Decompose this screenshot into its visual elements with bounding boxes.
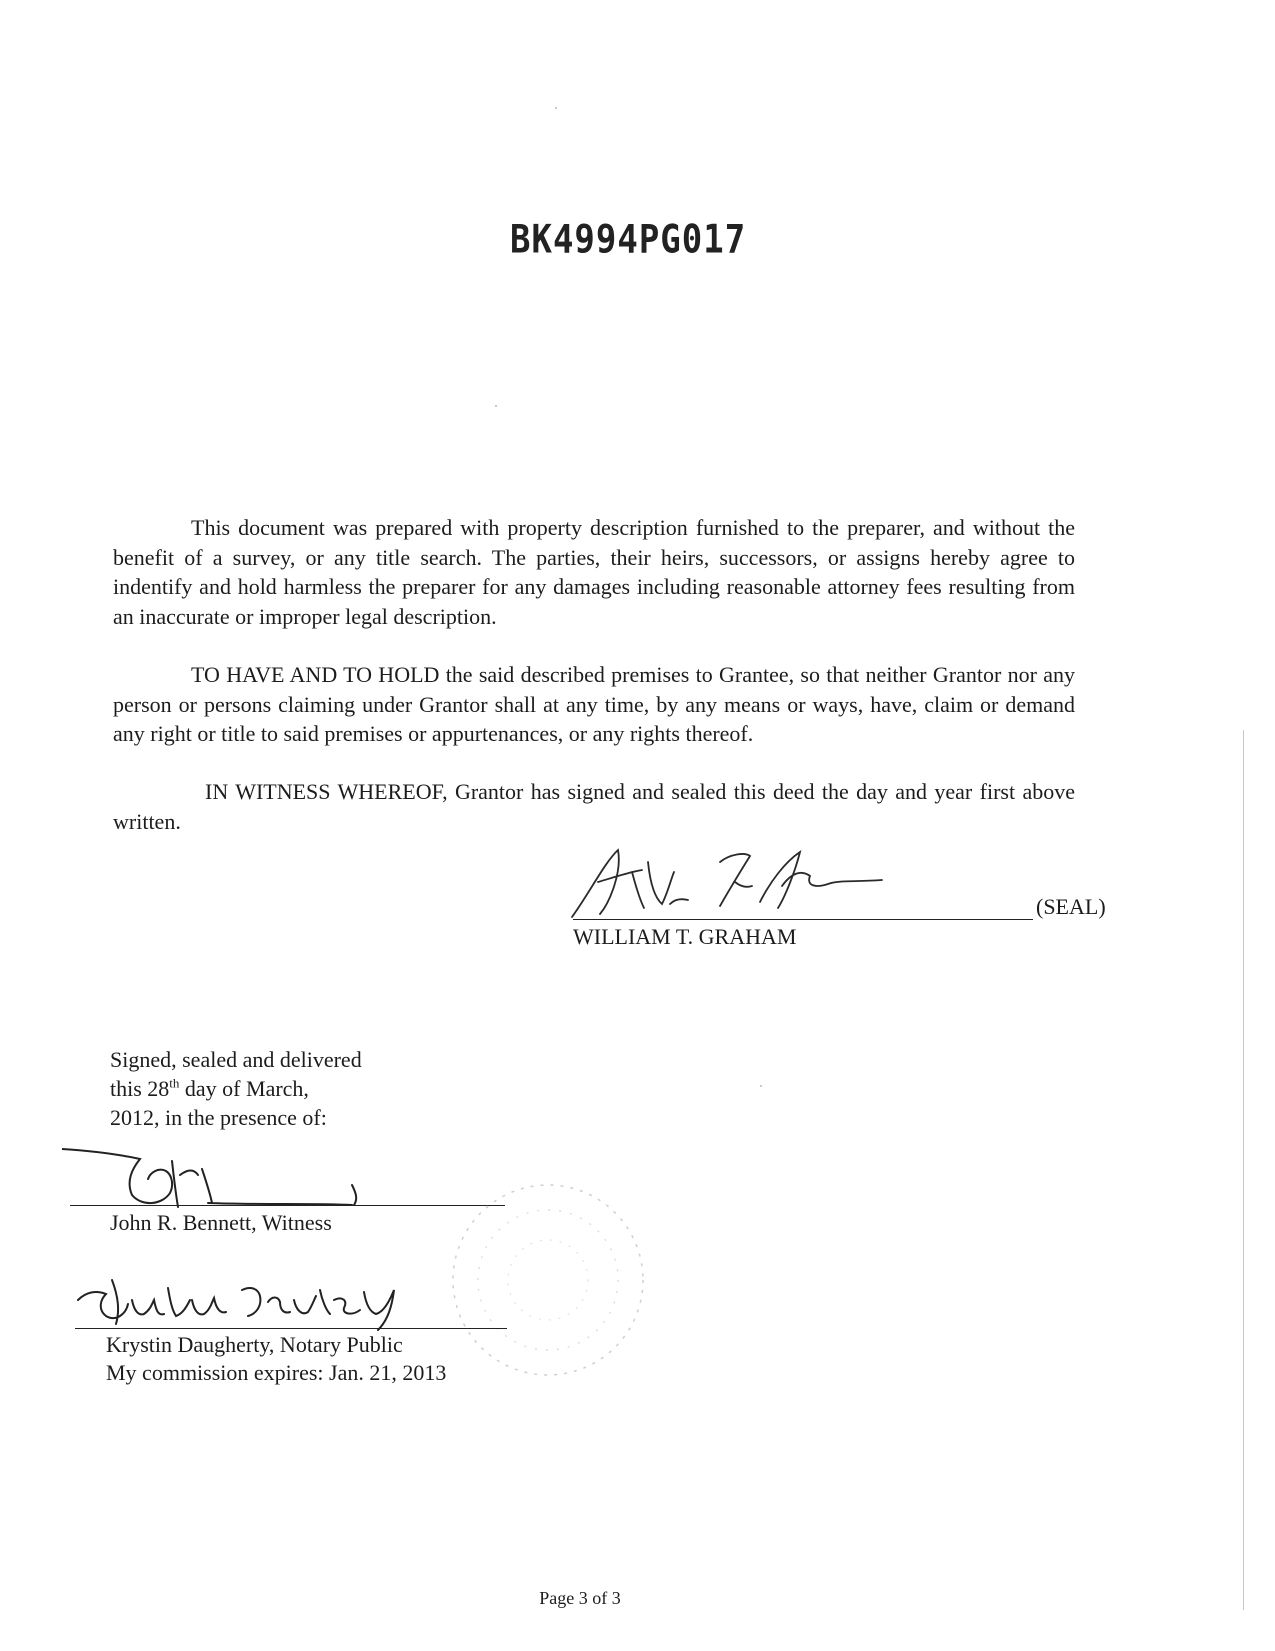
scan-edge-line (1243, 730, 1244, 1610)
seal-label: (SEAL) (1036, 894, 1106, 919)
ordinal-suffix: th (169, 1075, 180, 1091)
witness-whereof-paragraph: IN WITNESS WHEREOF, Grantor has signed and sealed this deed the day and year first above written. (113, 779, 1075, 834)
notary-seal (438, 1170, 648, 1400)
scan-speck (555, 107, 557, 109)
delivery-date-rest: day of March, (179, 1076, 309, 1101)
scan-speck (495, 405, 497, 407)
grantor-signature (570, 842, 910, 922)
witness-name: John R. Bennett, Witness (110, 1210, 332, 1235)
grantor-signature-line (573, 919, 1033, 920)
delivery-line-3: 2012, in the presence of: (110, 1105, 327, 1130)
delivery-line-1: Signed, sealed and delivered (110, 1047, 362, 1072)
grantor-name: WILLIAM T. GRAHAM (573, 924, 797, 949)
delivery-date-prefix: this 28 (110, 1076, 170, 1101)
notary-name: Krystin Daugherty, Notary Public (106, 1332, 403, 1357)
scan-speck (760, 1085, 762, 1087)
notary-signature (72, 1270, 432, 1336)
book-page-stamp: BK4994PG017 (510, 217, 747, 263)
preparer-disclaimer-paragraph: This document was prepared with property description furnished to the preparer, and without the benefit of a survey, or any title search. The parties, their heirs, successors, or assigns hereby agree to indentify and hold harmless the preparer for any damages including reasonable attorney fees resulting from an inaccurate or improper legal description. (113, 515, 1075, 629)
delivery-line-2 (110, 1074, 362, 1103)
commission-expiration: My commission expires: Jan. 21, 2013 (106, 1360, 447, 1385)
habendum-paragraph: TO HAVE AND TO HOLD the said described premises to Grantee, so that neither Grantor nor any person or persons claiming under Grantor shall at any time, by any means or ways, have, claim or demand any right or title to said premises or appurtenances, or any rights thereof. (113, 662, 1075, 746)
delivery-statement (110, 1045, 362, 1132)
page-number: Page 3 of 3 (539, 1588, 621, 1608)
notary-signature-line (75, 1328, 507, 1329)
